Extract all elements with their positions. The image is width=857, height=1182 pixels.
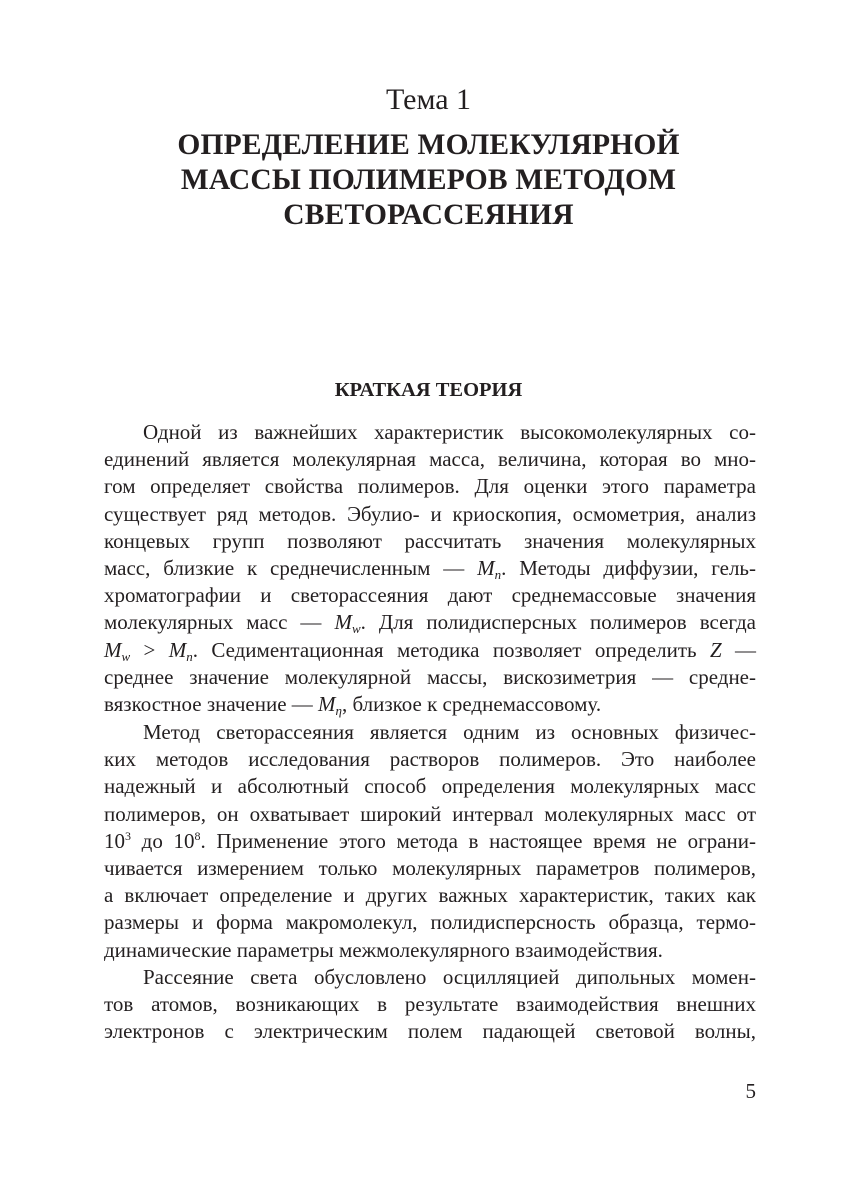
text-line: концевых групп позволяют рассчитать значения молекулярных [104,528,756,553]
text-fragment: . Методы диффузии, гель- [501,555,756,580]
math-symbol: M [318,691,336,716]
chapter-title-line: ОПРЕДЕЛЕНИЕ МОЛЕКУЛЯРНОЙ [177,129,680,161]
text-line: Рассеяние света обусловлено осцилляцией дипольных момен- [143,965,756,989]
text-fragment: . Седиментационная методика позволяет определить [192,637,710,662]
math-subscript: n [494,566,502,582]
exponent: 3 [125,828,131,843]
text-line: Метод светорассеяния является одним из основных физичес- [143,720,756,744]
chapter-title-line: СВЕТОРАССЕЯНИЯ [283,199,574,231]
text-line [104,828,756,855]
text-fragment: до 10 [131,828,195,853]
text-line: тов атомов, возникающих в результате взаимодействия внешних [104,992,756,1017]
math-subscript: w [121,648,131,664]
chapter-title [100,128,757,233]
text-line: размеры и форма макромолекул, полидисперсность образца, термо- [104,910,756,935]
text-line [104,691,756,718]
text-line: надежный и абсолютный способ определения молекулярных масс [104,774,756,799]
math-symbol: M [334,610,352,635]
text-line: полимеров, он охватывает широкий интервал молекулярных масс от [104,801,756,826]
math-symbol: M [477,555,495,580]
text-fragment: , близкое к среднемассовому. [341,691,602,716]
text-fragment: масс, близкие к среднечисленным — [104,555,478,580]
text-fragment: . Применение этого метода в настоящее время не ограни- [200,828,757,853]
text-fragment: 10 [104,828,125,853]
math-operator: > [130,637,169,662]
math-symbol: Z [709,637,722,662]
text-fragment: вязкостное значение — [104,691,319,716]
chapter-title-line: МАССЫ ПОЛИМЕРОВ МЕТОДОМ [180,164,677,196]
text-line: гом определяет свойства полимеров. Для оценки этого параметра [104,474,756,499]
text-line: среднее значение молекулярной массы, вискозиметрия — средне- [104,664,756,689]
math-subscript: η [335,702,342,718]
math-subscript: w [351,621,361,637]
paragraph-3 [104,964,756,1046]
text-fragment: — [721,637,756,662]
paragraph-1 [104,419,756,718]
text-line: чивается измерением только молекулярных параметров полимеров, [104,855,756,880]
paragraph-2 [104,719,756,964]
text-line: существует ряд методов. Эбулио- и криоскопия, осмометрия, анализ [104,501,756,526]
text-fragment: . Для полидисперсных полимеров всегда [360,610,756,635]
text-line [104,637,756,664]
exponent: 8 [194,828,201,843]
text-line [104,555,756,582]
text-line: электронов с электрическим полем падающей световой волны, [104,1019,756,1044]
math-subscript: n [186,648,193,664]
text-line: хроматографии и светорассеяния дают среднемассовые значения [104,583,756,608]
math-symbol: M [104,637,122,662]
math-symbol: M [168,637,187,662]
text-line: Одной из важнейших характеристик высокомолекулярных со- [143,420,756,444]
topic-number: Тема 1 [385,83,472,116]
text-line: динамические параметры межмолекулярного взаимодействия. [104,937,663,962]
text-line: единений является молекулярная масса, величина, которая во мно- [104,447,756,472]
text-line: ких методов исследования растворов полимеров. Это наиболее [104,747,756,772]
text-line [104,609,756,636]
text-line: а включает определение и других важных характеристик, таких как [104,883,756,908]
page-number: 5 [745,1079,756,1103]
section-heading: КРАТКАЯ ТЕОРИЯ [334,379,523,401]
text-fragment: молекулярных масс — [104,610,335,635]
